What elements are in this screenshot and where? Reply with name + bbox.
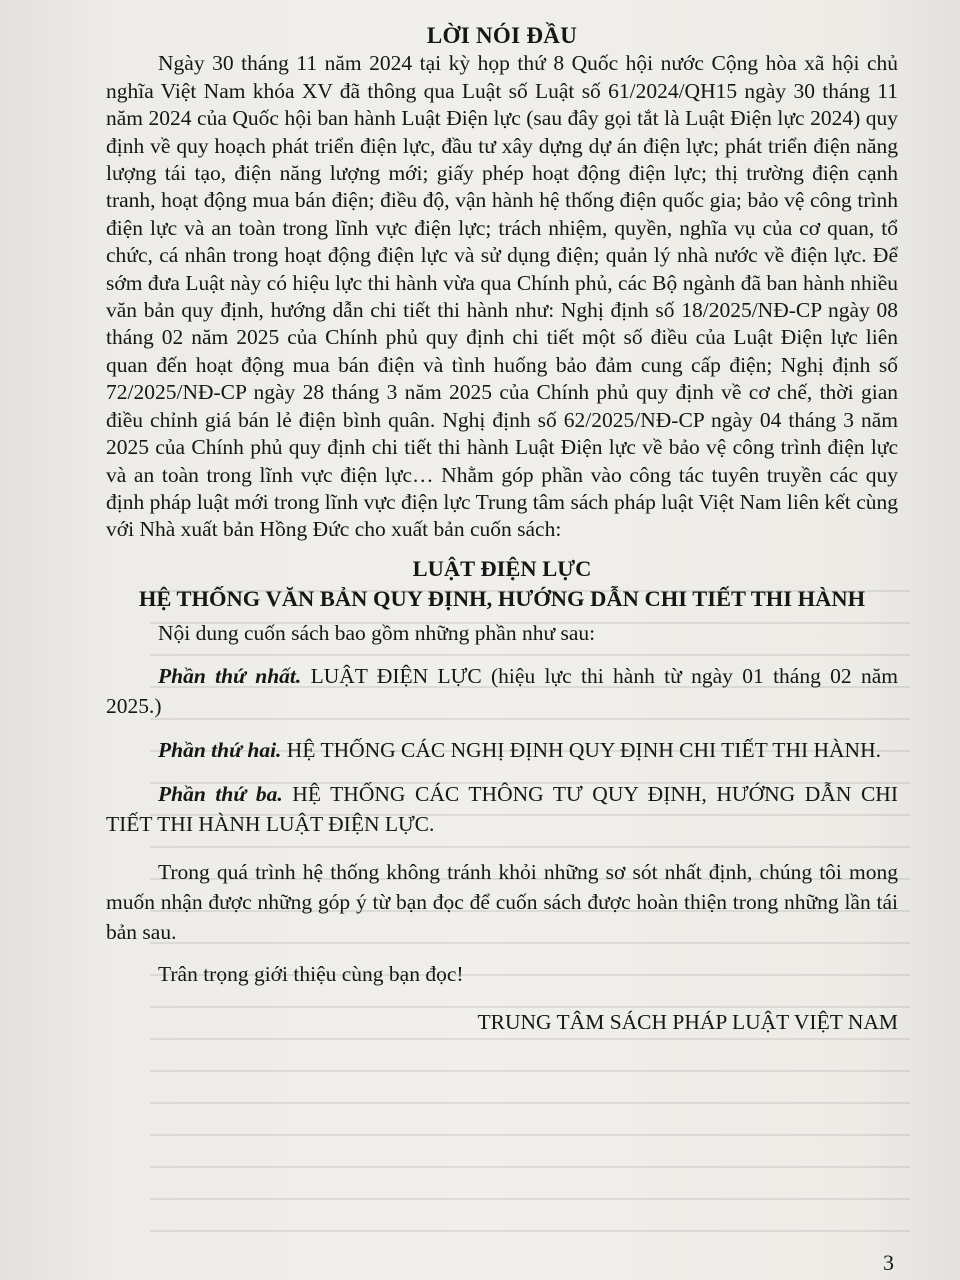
book-title: LUẬT ĐIỆN LỰC <box>412 555 592 581</box>
page-number: 3 <box>883 1250 894 1275</box>
closing-paragraph: Trong quá trình hệ thống không tránh khỏi những sơ sót nhất định, chúng tôi mong muốn nhận được những góp ý từ bạn đọc để cuốn sách được hoàn thiện trong những lần tái bản sau. <box>106 860 898 945</box>
page-title: LỜI NÓI ĐẦU <box>426 23 578 48</box>
signature: TRUNG TÂM SÁCH PHÁP LUẬT VIỆT NAM <box>477 1009 898 1034</box>
intro-paragraph: Ngày 30 tháng 11 năm 2024 tại kỳ họp thứ 8 Quốc hội nước Cộng hòa xã hội chủ nghĩa Việt Nam khóa XV đã thông qua Luật số Luật số 61/2024/QH15 ngày 30 tháng 11 năm 2024 của Quốc hội ban hành Luật Điện lực (sau đây gọi tắt là Luật Điện lực 2024) quy định về quy hoạch phát triển điện lực, đầu tư xây dựng dự án điện lực; phát triển điện năng lượng tái tạo, điện năng lượng mới; giấy phép hoạt động điện lực; thị trường điện cạnh tranh, hoạt động mua bán điện; điều độ, vận hành hệ thống điện quốc gia; bảo vệ công trình điện lực và an toàn trong lĩnh vực điện lực; trách nhiệm, quyền, nghĩa vụ của cơ quan, tổ chức, cá nhân trong hoạt động điện lực và sử dụng điện; quản lý nhà nước về điện lực. Để sớm đưa Luật này có hiệu lực thi hành vừa qua Chính phủ, các Bộ ngành đã ban hành nhiều văn bản quy định, hướng dẫn chi tiết thi hành như: Nghị định số 18/2025/NĐ-CP ngày 08 tháng 02 năm 2025 của Chính phủ quy định chi tiết một số điều của Luật Điện lực liên quan đến hoạt động mua bán điện và tình huống bảo đảm cung cấp điện; Nghị định số 72/2025/NĐ-CP ngày 28 tháng 3 năm 2025 của Chính phủ quy định về cơ chế, thời gian điều chỉnh giá bán lẻ điện bình quân. Nghị định số 62/2025/NĐ-CP ngày 04 tháng 3 năm 2025 của Chính phủ quy định chi tiết thi hành Luật Điện lực về bảo vệ công trình điện lực và an toàn trong lĩnh vực điện lực… Nhằm góp phần vào công tác tuyên truyền các quy định pháp luật mới trong lĩnh vực điện lực Trung tâm sách pháp luật Việt Nam liên kết cùng với Nhà xuất bản Hồng Đức cho xuất bản cuốn sách: <box>106 51 898 542</box>
book-subtitle: HỆ THỐNG VĂN BẢN QUY ĐỊNH, HƯỚNG DẪN CHI TIẾT THI HÀNH <box>138 585 866 611</box>
part-two <box>106 735 898 765</box>
part-three <box>106 779 898 839</box>
part-three-label: Phần thứ ba. <box>158 782 283 807</box>
greeting: Trân trọng giới thiệu cùng bạn đọc! <box>158 962 464 987</box>
part-two-text: HỆ THỐNG CÁC NGHỊ ĐỊNH QUY ĐỊNH CHI TIẾT THI HÀNH. <box>281 738 881 763</box>
contents-intro: Nội dung cuốn sách bao gồm những phần như sau: <box>158 620 596 645</box>
part-one <box>106 661 898 721</box>
page-content <box>106 22 898 1036</box>
part-two-label: Phần thứ hai. <box>158 738 282 763</box>
part-one-text: LUẬT ĐIỆN LỰC (hiệu lực thi hành từ ngày 01 tháng 02 năm 2025.) <box>106 664 899 719</box>
part-one-label: Phần thứ nhất. <box>158 664 302 689</box>
part-three-text: HỆ THỐNG CÁC THÔNG TƯ QUY ĐỊNH, HƯỚNG DẪN CHI TIẾT THI HÀNH LUẬT ĐIỆN LỰC. <box>106 782 898 837</box>
